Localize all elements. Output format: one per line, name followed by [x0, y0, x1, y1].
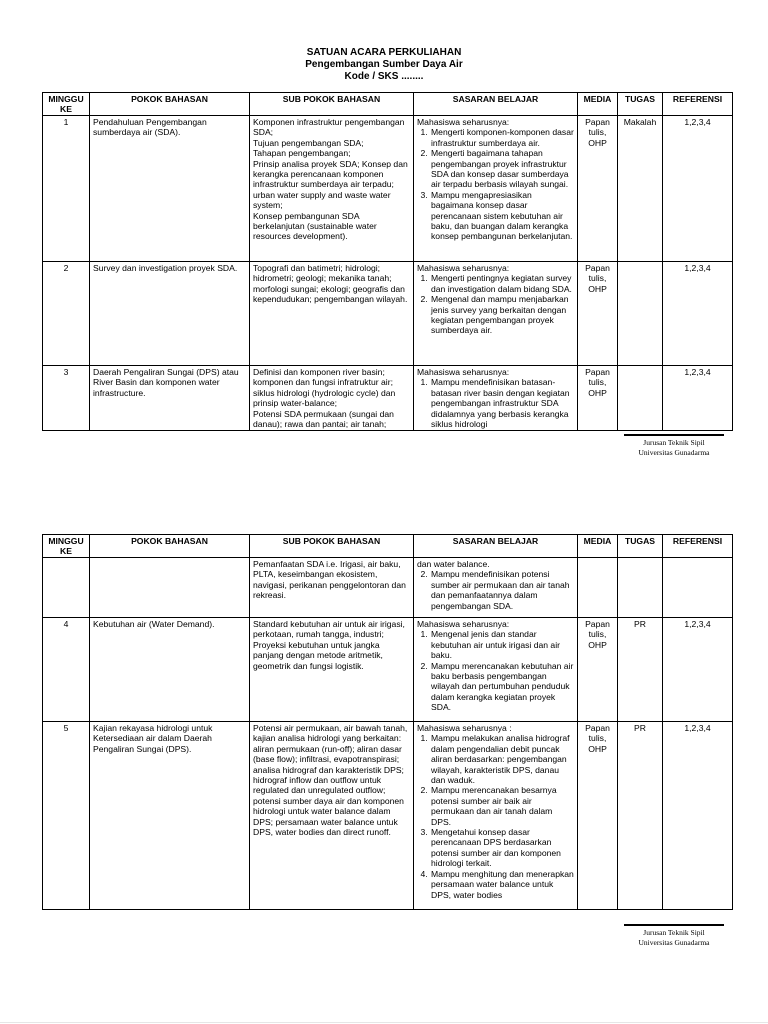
subtopic-line: Potensi air permukaan, air bawah tanah, kajian analisa hidrologi yang berkaitan: aliran permukaan (run-off); aliran dasar (base flow); infiltrasi, evapotranspirasi; analisa hidrograf dan karakteristik DPS; hidrograf inflow dan outflow untuk regulated dan unregulated outflow; potensi sumber daya air dan komponen hidrologi untuk water balance dalam DPS; persamaan water balance untuk DPS, water bodies dan direct runoff.: [253, 723, 408, 838]
objective-item: 2. Mengenal dan mampu menjabarkan jenis survey yang berkaitan dengan kegiatan pengembangan proyek sumberdaya air.: [430, 294, 574, 336]
objective-item: 1. Mengerti pentingnya kegiatan survey dan investigation dalam bidang SDA.: [430, 273, 574, 294]
footer-page-2: [624, 924, 724, 948]
topic-cell: Daerah Pengaliran Sungai (DPS) atau River Basin dan komponen water infrastructure.: [90, 366, 250, 431]
assignment-cell: [618, 366, 663, 431]
col-header-pokok: POKOK BAHASAN: [90, 535, 250, 558]
col-header-referensi: REFERENSI: [663, 535, 733, 558]
subtopic-line: Standard kebutuhan air untuk air irigasi, perkotaan, rumah tangga, industri;: [253, 619, 405, 640]
col-header-sub: SUB POKOK BAHASAN: [250, 93, 414, 116]
week-number: [43, 558, 90, 618]
topic-cell: Kajian rekayasa hidrologi untuk Ketersediaan air dalam Daerah Pengaliran Sungai (DPS).: [90, 722, 250, 910]
document-title: SATUAN ACARA PERKULIAHAN: [306, 47, 462, 58]
table-row: [43, 722, 733, 910]
subtopic-line: Potensi SDA permukaan (sungai dan danau); rawa dan pantai; air tanah;: [253, 408, 394, 430]
media-cell: [578, 558, 618, 618]
objective-item: 3. Mengetahui konsep dasar perencanaan DPS berdasarkan potensi sumber air dan komponen hidrologi terkait.: [430, 827, 574, 869]
objective-item: 1. Mengenal jenis dan standar kebutuhan air untuk irigasi dan air baku.: [430, 629, 574, 660]
objective-intro: Mahasiswa seharusnya :: [417, 723, 512, 733]
topic-cell: [90, 558, 250, 618]
objective-cell: [414, 262, 578, 366]
objective-item: 4. Mampu menghitung dan menerapkan persamaan water balance untuk DPS, water bodies: [430, 869, 574, 900]
objective-item: 1. Mampu melakukan analisa hidrograf dalam pengendalian debit puncak aliran berdasarkan: pengembangan wilayah, karakteristik DPS, danau dan waduk.: [430, 733, 574, 785]
subtopic-line: Definisi dan komponen river basin; komponen dan fungsi infratruktur air; siklus hidrologi (hydrologic cycle) dan prinsip water-balance;: [253, 367, 396, 409]
col-header-sub: SUB POKOK BAHASAN: [250, 535, 414, 558]
reference-cell: [663, 558, 733, 618]
col-header-media: MEDIA: [578, 535, 618, 558]
media-cell: Papan tulis, OHP: [578, 722, 618, 910]
week-number: 4: [43, 618, 90, 722]
topic-cell: Kebutuhan air (Water Demand).: [90, 618, 250, 722]
subtopic-cell: [250, 558, 414, 618]
assignment-cell: [618, 558, 663, 618]
assignment-cell: PR: [618, 618, 663, 722]
week-number: 5: [43, 722, 90, 910]
subtopic-cell: [250, 262, 414, 366]
objective-intro: Mahasiswa seharusnya:: [417, 117, 510, 127]
subtopic-line: Topografi dan batimetri; hidrologi; hidrometri; geologi; mekanika tanah; morfologi sungai; ekologi; geografis dan kependudukan; pengembangan wilayah.: [253, 263, 408, 305]
week-number: 1: [43, 116, 90, 262]
objective-list: [417, 569, 574, 611]
syllabus-table-page-1: [42, 92, 733, 431]
subtopic-cell: [250, 722, 414, 910]
reference-cell: 1,2,3,4: [663, 618, 733, 722]
topic-cell: Pendahuluan Pengembangan sumberdaya air (SDA).: [90, 116, 250, 262]
objective-cell: [414, 618, 578, 722]
objective-item: 1. Mengerti komponen-komponen dasar infrastruktur sumberdaya air.: [430, 127, 574, 148]
objective-list: [417, 127, 574, 241]
objective-list: [417, 377, 574, 429]
assignment-cell: Makalah: [618, 116, 663, 262]
col-header-sasaran: SASARAN BELAJAR: [414, 535, 578, 558]
reference-cell: 1,2,3,4: [663, 262, 733, 366]
table-row: [43, 262, 733, 366]
subtopic-cell: [250, 116, 414, 262]
col-header-tugas: TUGAS: [618, 535, 663, 558]
objective-item: 1. Mampu mendefinisikan batasan-batasan river basin dengan kegiatan pengembangan infrastruktur SDA didalamnya yang berbasis kerangka siklus hidrologi: [430, 377, 574, 429]
subtopic-line: Konsep pembangunan SDA berkelanjutan (sustainable water resources development).: [253, 210, 377, 242]
reference-cell: 1,2,3,4: [663, 722, 733, 910]
media-cell: Papan tulis, OHP: [578, 618, 618, 722]
footer-department: Jurusan Teknik Sipil: [643, 438, 705, 447]
objective-continued: dan water balance.: [417, 559, 490, 569]
subtopic-line: Komponen infrastruktur pengembangan SDA;: [253, 117, 405, 138]
objective-list: [417, 273, 574, 335]
page-separator: [0, 1022, 768, 1023]
objective-cell: [414, 116, 578, 262]
objective-cell: [414, 558, 578, 618]
footer-page-1: [624, 434, 724, 458]
col-header-minggu: MINGGU KE: [43, 93, 90, 116]
col-header-minggu: MINGGU KE: [43, 535, 90, 558]
week-number: 2: [43, 262, 90, 366]
table-row: [43, 366, 733, 431]
course-code: Kode / SKS ........: [344, 71, 424, 82]
media-cell: Papan tulis, OHP: [578, 262, 618, 366]
objective-cell: [414, 722, 578, 910]
subtopic-line: Tujuan pengembangan SDA;: [253, 137, 364, 148]
week-number: 3: [43, 366, 90, 431]
document-header: [0, 47, 768, 83]
subtopic-line: Prinsip analisa proyek SDA; Konsep dan kerangka perencanaan komponen infrastruktur sumberdaya air terpadu; urban water supply and waste water system;: [253, 158, 408, 211]
objective-cell: [414, 366, 578, 431]
reference-cell: 1,2,3,4: [663, 116, 733, 262]
objective-intro: Mahasiswa seharusnya:: [417, 619, 510, 629]
col-header-referensi: REFERENSI: [663, 93, 733, 116]
subtopic-cell: [250, 366, 414, 431]
col-header-pokok: POKOK BAHASAN: [90, 93, 250, 116]
table-row: [43, 116, 733, 262]
objective-list: [417, 733, 574, 900]
subtopic-line: Tahapan pengembangan;: [253, 148, 351, 159]
objective-item: 2. Mampu merencanakan besarnya potensi sumber air baik air permukaan dan air tanah dalam DPS.: [430, 785, 574, 827]
subtopic-cell: [250, 618, 414, 722]
media-cell: Papan tulis, OHP: [578, 116, 618, 262]
subtopic-line: Proyeksi kebutuhan untuk jangka panjang dengan metode aritmetik, geometrik dan fungsi logistik.: [253, 639, 383, 671]
table-header-row: [43, 93, 733, 116]
footer-department: Jurusan Teknik Sipil: [643, 928, 705, 937]
media-cell: Papan tulis, OHP: [578, 366, 618, 431]
syllabus-table-page-2: [42, 534, 733, 910]
footer-rule: [624, 924, 724, 926]
document-subtitle: Pengembangan Sumber Daya Air: [305, 59, 463, 70]
table-row: [43, 618, 733, 722]
assignment-cell: PR: [618, 722, 663, 910]
col-header-media: MEDIA: [578, 93, 618, 116]
subtopic-line: Pemanfaatan SDA i.e. Irigasi, air baku, PLTA, keseimbangan ekosistem, navigasi, perikanan penggelontoran dan rekreasi.: [253, 559, 406, 601]
objective-item: 3. Mampu mengapresiasikan bagaimana konsep dasar perencanaan sistem kebutuhan air baku, dan buangan dalam kerangka konsep pembangunan berkelanjutan.: [430, 190, 574, 242]
objective-item: 2. Mampu mendefinisikan potensi sumber air permukaan dan air tanah dan pemanfaatannya dalam pengembangan SDA.: [430, 569, 574, 611]
topic-cell: Survey dan investigation proyek SDA.: [90, 262, 250, 366]
footer-rule: [624, 434, 724, 436]
objective-intro: Mahasiswa seharusnya:: [417, 263, 510, 273]
assignment-cell: [618, 262, 663, 366]
reference-cell: 1,2,3,4: [663, 366, 733, 431]
table-row: [43, 558, 733, 618]
objective-item: 2. Mengerti bagaimana tahapan pengembangan proyek infrastruktur SDA dan konsep dasar sumberdaya air terpadu berbasis wilayah sungai.: [430, 148, 574, 190]
footer-university: Universitas Gunadarma: [638, 938, 710, 947]
table-header-row: [43, 535, 733, 558]
col-header-sasaran: SASARAN BELAJAR: [414, 93, 578, 116]
col-header-tugas: TUGAS: [618, 93, 663, 116]
objective-item: 2. Mampu merencanakan kebutuhan air baku berbasis pengembangan wilayah dan pertumbuhan penduduk dalam kerangka kegiatan proyek SDA.: [430, 661, 574, 713]
objective-list: [417, 629, 574, 712]
footer-university: Universitas Gunadarma: [638, 448, 710, 457]
objective-intro: Mahasiswa seharusnya:: [417, 367, 510, 377]
